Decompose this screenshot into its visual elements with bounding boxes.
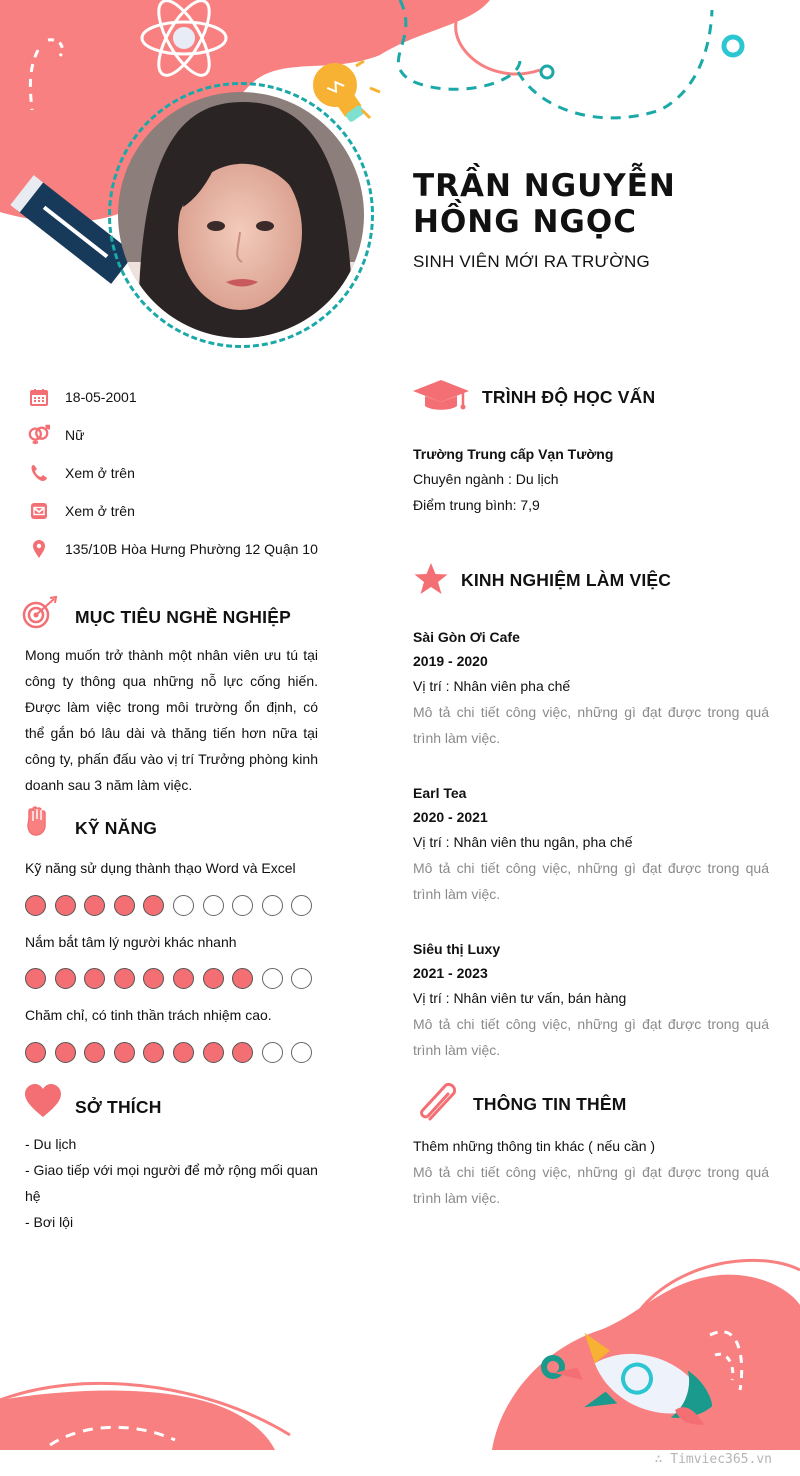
rating-dot-empty [262, 895, 283, 916]
more-info-line: Thêm những thông tin khác ( nếu cần ) [413, 1138, 656, 1154]
avatar [118, 92, 364, 338]
rating-dot-filled [84, 895, 105, 916]
rating-dot-filled [143, 968, 164, 989]
gender-icon [28, 424, 50, 446]
rating-dot-filled [25, 1042, 46, 1063]
more-info-description: Mô tả chi tiết công việc, những gì đạt được trong quá trình làm việc. [413, 1164, 769, 1206]
hobby-item: - Giao tiếp với mọi người để mở rộng mối quan hệ [25, 1162, 318, 1204]
hobby-item: - Du lịch [25, 1136, 77, 1152]
rating-dot-filled [84, 1042, 105, 1063]
rating-dot-empty [262, 968, 283, 989]
rating-dot-empty [203, 895, 224, 916]
email-icon [28, 500, 50, 522]
rating-dot-filled [114, 895, 135, 916]
rating-dot-filled [55, 968, 76, 989]
rating-dot-filled [55, 895, 76, 916]
paperclip-icon [416, 1083, 460, 1128]
rating-dot-filled [55, 1042, 76, 1063]
hobby-item: - Bơi lội [25, 1214, 74, 1230]
phone-value: Xem ở trên [65, 465, 135, 481]
job-description: Mô tả chi tiết công việc, những gì đạt được trong quá trình làm việc. [413, 1016, 769, 1058]
rating-dot-filled [143, 1042, 164, 1063]
email-value: Xem ở trên [65, 503, 135, 519]
rating-dot-empty [232, 895, 253, 916]
job-description: Mô tả chi tiết công việc, những gì đạt được trong quá trình làm việc. [413, 704, 769, 746]
contact-phone [28, 461, 135, 485]
rating-dot-filled [143, 895, 164, 916]
calendar-icon [28, 386, 50, 408]
address-value: 135/10B Hòa Hưng Phường 12 Quận 10 [65, 541, 318, 557]
raised-hand-icon [25, 805, 49, 842]
hobbies-heading: SỞ THÍCH [75, 1097, 162, 1117]
rating-dot-filled [114, 968, 135, 989]
objective-text: Mong muốn trở thành một nhân viên ưu tú tại công ty thông qua những nỗ lực cống hiến. Được làm việc trong môi trường ổn định, có thể gắn bó lâu dài và thăng tiến hơn nữa tại công ty, phấn đấu vào vị trí Trưởng phòng kinh doanh sau 3 năm làm việc. [25, 647, 318, 793]
footer-decoration [0, 1250, 800, 1476]
job-description: Mô tả chi tiết công việc, những gì đạt được trong quá trình làm việc. [413, 860, 769, 902]
location-pin-icon [28, 538, 50, 560]
rating-dot-filled [232, 968, 253, 989]
rating-dot-filled [173, 968, 194, 989]
job-period: 2021 - 2023 [413, 965, 488, 981]
contact-gender [28, 423, 84, 447]
skill-label: Nắm bắt tâm lý người khác nhanh [25, 934, 237, 950]
rating-dot-filled [114, 1042, 135, 1063]
job-position: Vị trí : Nhân viên thu ngân, pha chế [413, 834, 633, 850]
job-position: Vị trí : Nhân viên pha chế [413, 678, 571, 694]
gpa: Điểm trung bình: 7,9 [413, 497, 540, 513]
birthday-value: 18-05-2001 [65, 389, 137, 405]
rating-dot-filled [203, 1042, 224, 1063]
watermark: ∴ Timviec365.vn [654, 1452, 772, 1467]
job-period: 2019 - 2020 [413, 653, 488, 669]
rating-dot-empty [291, 1042, 312, 1063]
phone-icon [28, 462, 50, 484]
rating-dot-filled [173, 1042, 194, 1063]
major: Chuyên ngành : Du lịch [413, 471, 559, 487]
skills-heading: KỸ NĂNG [75, 818, 158, 838]
rating-dot-empty [291, 895, 312, 916]
graduation-cap-icon [413, 379, 469, 418]
education-heading: TRÌNH ĐỘ HỌC VẤN [482, 387, 656, 407]
gender-value: Nữ [65, 427, 85, 443]
skill-label: Kỹ năng sử dụng thành thạo Word và Excel [25, 860, 296, 876]
job-company: Siêu thị Luxy [413, 941, 501, 957]
skill-rating [25, 968, 321, 989]
contact-birthday [28, 385, 137, 409]
rating-dot-empty [262, 1042, 283, 1063]
heart-icon [24, 1084, 62, 1123]
contact-address [28, 537, 318, 561]
rating-dot-filled [232, 1042, 253, 1063]
rating-dot-empty [291, 968, 312, 989]
rating-dot-filled [25, 895, 46, 916]
school-name: Trường Trung cấp Vạn Tường [413, 446, 614, 462]
job-company: Sài Gòn Ơi Cafe [413, 629, 520, 645]
job-period: 2020 - 2021 [413, 809, 488, 825]
candidate-title: SINH VIÊN MỚI RA TRƯỜNG [413, 252, 650, 271]
star-icon [413, 562, 449, 601]
experience-heading: KINH NGHIỆM LÀM VIỆC [461, 570, 672, 590]
skill-rating [25, 895, 321, 916]
candidate-name: TRẦN NGUYỄN HỒNG NGỌC [413, 168, 676, 240]
job-position: Vị trí : Nhân viên tư vấn, bán hàng [413, 990, 627, 1006]
target-icon [22, 596, 58, 635]
rating-dot-filled [203, 968, 224, 989]
rating-dot-filled [25, 968, 46, 989]
skill-rating [25, 1042, 321, 1063]
objective-heading: MỤC TIÊU NGHỀ NGHIỆP [75, 607, 291, 627]
rating-dot-filled [84, 968, 105, 989]
job-company: Earl Tea [413, 785, 467, 801]
contact-email [28, 499, 135, 523]
more-info-heading: THÔNG TIN THÊM [473, 1094, 627, 1114]
skill-label: Chăm chỉ, có tinh thần trách nhiệm cao. [25, 1007, 272, 1023]
rating-dot-empty [173, 895, 194, 916]
